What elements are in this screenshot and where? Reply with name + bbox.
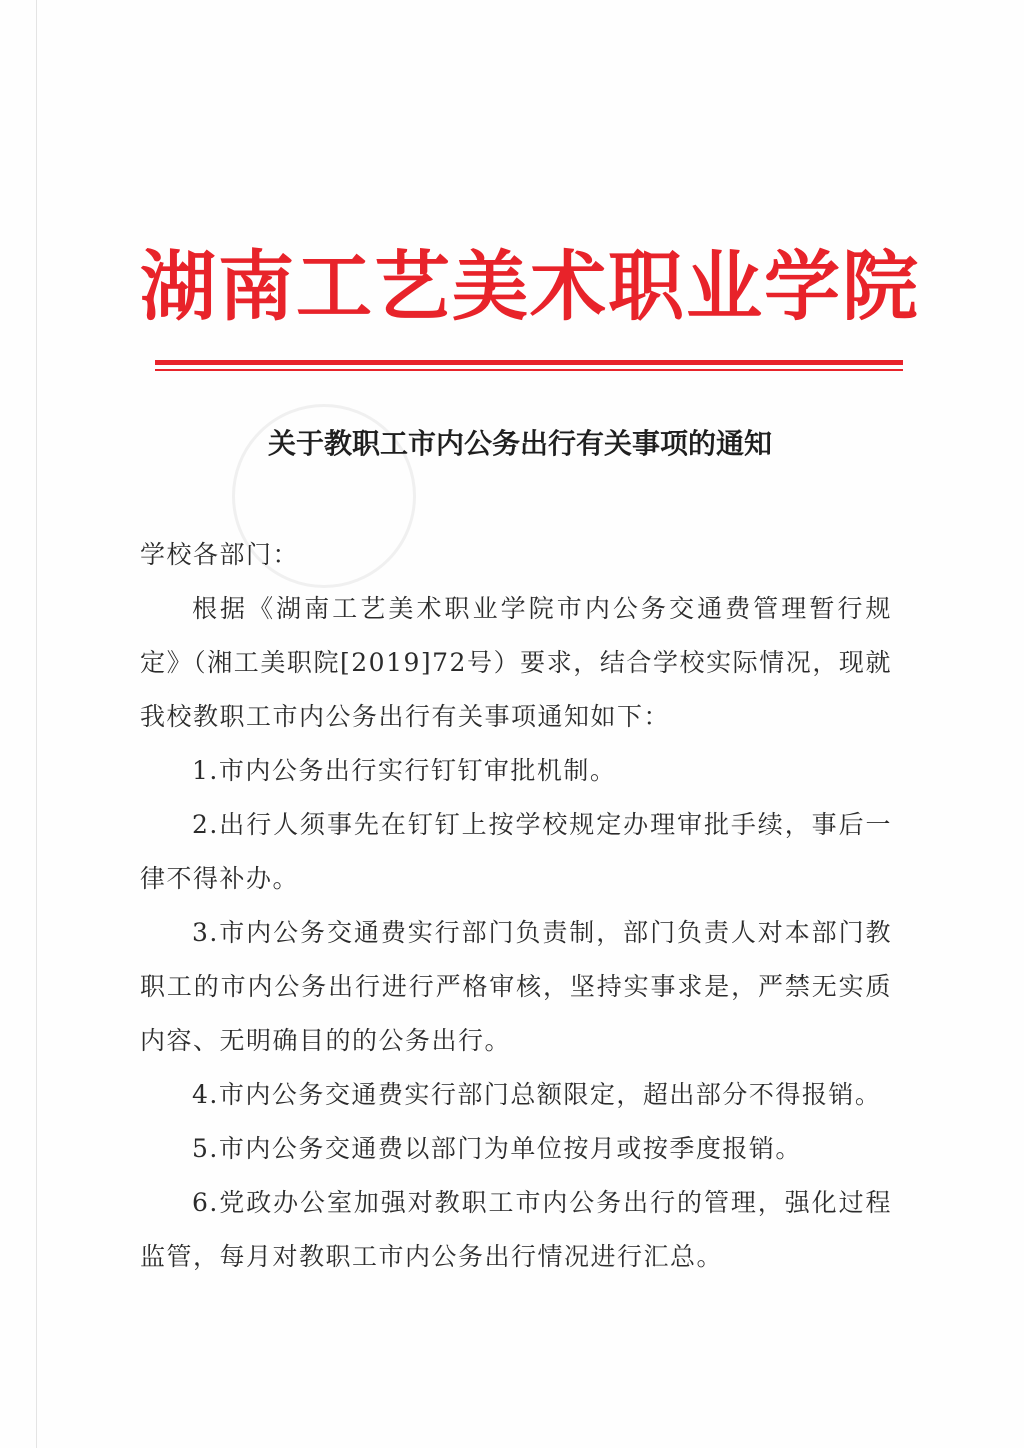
intro-paragraph: 根据《湖南工艺美术职业学院市内公务交通费管理暂行规定》（湘工美职院[2019]72号）要求，结合学校实际情况，现就我校教职工市内公务出行有关事项通知如下： (140, 594, 892, 731)
masthead-org-name: 湖南工艺美术职业学院 (140, 242, 920, 331)
item-2: 2.出行人须事先在钉钉上按学校规定办理审批手续，事后一律不得补办。 (140, 810, 892, 893)
document-body (140, 528, 892, 1284)
item-3: 3.市内公务交通费实行部门负责制，部门负责人对本部门教职工的市内公务出行进行严格审核，坚持实事求是，严禁无实质内容、无明确目的的公务出行。 (140, 918, 892, 1055)
item-6: 6.党政办公室加强对教职工市内公务出行的管理，强化过程监管，每月对教职工市内公务出行情况进行汇总。 (140, 1188, 892, 1271)
item-1: 1.市内公务出行实行钉钉审批机制。 (192, 756, 617, 785)
document-title: 关于教职工市内公务出行有关事项的通知 (267, 427, 772, 460)
masthead-red-rule (155, 360, 903, 365)
item-5: 5.市内公务交通费以部门为单位按月或按季度报销。 (192, 1134, 802, 1163)
masthead-red-rule-thin (155, 369, 903, 371)
scan-edge-line (36, 0, 37, 1448)
salutation: 学校各部门： (140, 540, 300, 569)
item-4: 4.市内公务交通费实行部门总额限定，超出部分不得报销。 (192, 1080, 882, 1109)
